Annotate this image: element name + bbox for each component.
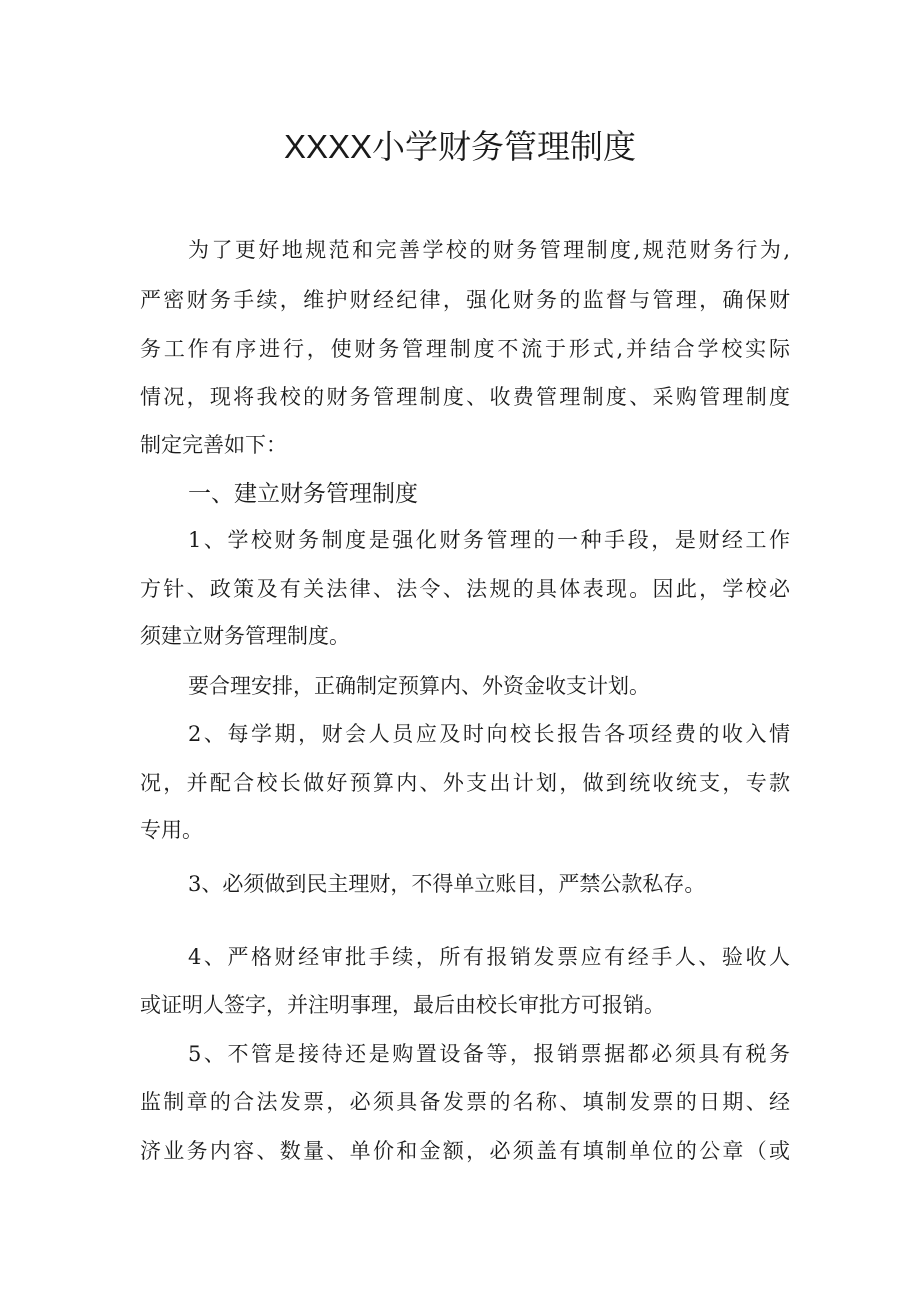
document-title: XXXX小学财务管理制度 [283,128,637,165]
intro-line: 情况，现将我校的财务管理制度、收费管理制度、采购管理制度 [140,385,790,409]
section-heading: 一、建立财务管理制度 [188,480,418,506]
item3-line: 3、必须做到民主理财，不得单立账目，严禁公款私存。 [188,872,706,896]
intro-line: 为了更好地规范和完善学校的财务管理制度,规范财务行为, [188,238,790,262]
note-line: 要合理安排，正确制定预算内、外资金收支计划。 [188,674,650,698]
item2-line: 2、每学期，财会人员应及时向校长报告各项经费的收入情 [188,722,790,746]
item1-line: 1、学校财务制度是强化财务管理的一种手段，是财经工作 [188,528,790,552]
item5-line: 监制章的合法发票，必须具备发票的名称、填制发票的日期、经 [140,1090,790,1114]
item1-line: 须建立财务管理制度。 [140,624,350,648]
intro-line: 制定完善如下： [140,433,287,457]
item4-line: 或证明人签字，并注明事理，最后由校长审批方可报销。 [140,993,665,1017]
item5-line: 济业务内容、数量、单价和金额，必须盖有填制单位的公章（或 [140,1139,790,1163]
intro-line: 务工作有序进行，使财务管理制度不流于形式,并结合学校实际 [140,337,790,361]
item5-line: 5、不管是接待还是购置设备等，报销票据都必须具有税务 [188,1042,790,1066]
item4-line: 4、严格财经审批手续，所有报销发票应有经手人、验收人 [188,945,790,969]
intro-line: 严密财务手续，维护财经纪律，强化财务的监督与管理，确保财 [140,288,790,312]
item1-line: 方针、政策及有关法律、法令、法规的具体表现。因此，学校必 [140,577,790,601]
item2-line: 况，并配合校长做好预算内、外支出计划，做到统收统支，专款 [140,771,790,795]
item2-line: 专用。 [140,818,203,842]
